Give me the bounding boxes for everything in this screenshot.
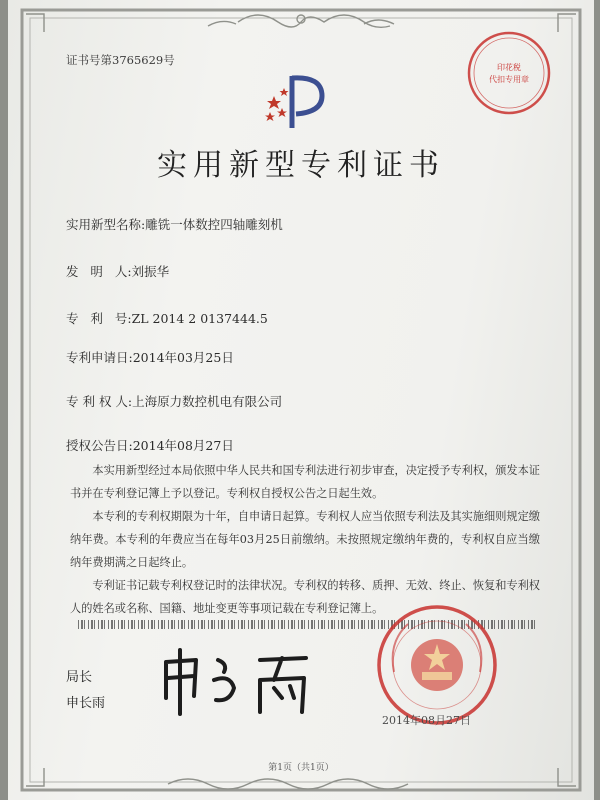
agency-seal-stamp (464, 28, 554, 118)
field-grant-date (66, 436, 234, 454)
patent-office-logo-icon (260, 66, 330, 136)
field-value: 2014年08月27日 (132, 438, 234, 453)
field-label: 专利申请日: (66, 350, 133, 365)
paragraph-term: 本专利的专利权期限为十年，自申请日起算。专利权人应当依照专利法及其实施细则规定缴纳年费。本专利的年费应当在每年03月25日前缴纳。未按照规定缴纳年费的，专利权自应当缴纳年费期满之日起终止。 (70, 510, 540, 569)
field-value: 上海原力数控机电有限公司 (132, 394, 283, 409)
field-value: 雕铣一体数控四轴雕刻机 (145, 217, 283, 232)
field-application-date (66, 348, 234, 366)
field-value: 2014年03月25日 (132, 350, 234, 365)
official-seal-stamp (374, 602, 500, 728)
agency-seal-middle1: 印花税 (497, 63, 521, 72)
page-number: 第1页（共1页） (268, 763, 334, 773)
field-inventor (66, 262, 169, 280)
field-patentee (66, 392, 282, 410)
seal-date: 2014年08月27日 (382, 714, 471, 727)
field-value: 刘振华 (131, 264, 170, 279)
field-utility-model-name (66, 215, 283, 233)
field-label: 专 利 权 人: (66, 394, 133, 409)
field-value: ZL 2014 2 0137444.5 (131, 311, 268, 326)
signature-name: 申长雨 (66, 696, 106, 711)
field-label: 授权公告日: (66, 438, 133, 453)
certificate-document (8, 0, 594, 800)
field-patent-number (66, 309, 268, 327)
signature-title: 局长 (66, 670, 93, 685)
paragraph-legal-status: 专利证书记载专利权登记时的法律状况。专利权的转移、质押、无效、终止、恢复和专利权人的姓名或名称、国籍、地址变更等事项记载在专利登记簿上。 (70, 579, 540, 615)
handwritten-signature (156, 640, 336, 720)
field-label: 发 明 人: (66, 264, 132, 279)
certificate-title: 实用新型专利证书 (157, 148, 445, 183)
certificate-number: 证书号第3765629号 (66, 53, 175, 67)
paragraph-grant: 本实用新型经过本局依照中华人民共和国专利法进行初步审查，决定授予专利权，颁发本证书并在专利登记簿上予以登记。专利权自授权公告之日起生效。 (70, 464, 540, 500)
field-label: 实用新型名称: (66, 217, 146, 232)
agency-seal-middle2: 代扣专用章 (489, 75, 529, 84)
field-label: 专 利 号: (66, 311, 132, 326)
